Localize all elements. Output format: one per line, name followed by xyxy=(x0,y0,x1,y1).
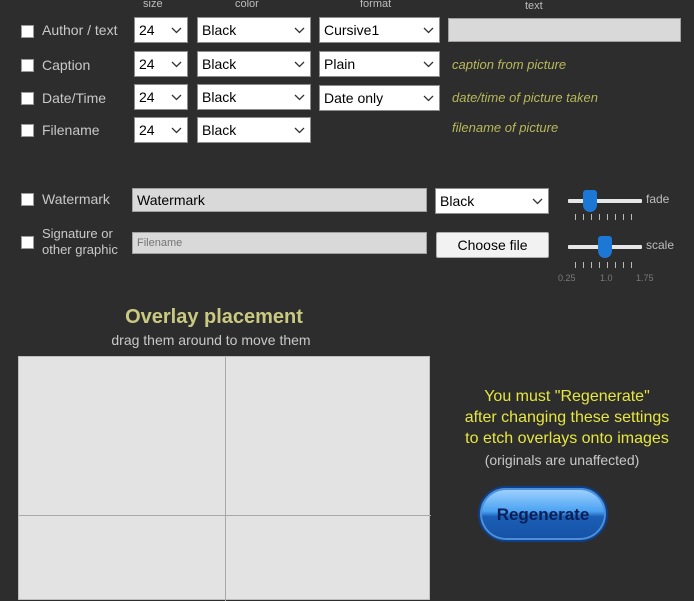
chevron-down-icon xyxy=(171,122,182,138)
caption-checkbox[interactable] xyxy=(21,59,34,72)
fade-slider[interactable] xyxy=(566,188,644,222)
color-header: color xyxy=(235,0,259,10)
caption-color-select[interactable]: Black xyxy=(197,51,311,77)
chevron-down-icon xyxy=(294,89,305,105)
scale-slider[interactable] xyxy=(566,234,644,270)
board-vertical-divider xyxy=(225,357,226,601)
chevron-down-icon xyxy=(294,122,305,138)
datetime-checkbox[interactable] xyxy=(21,92,34,105)
filename-label: Filename xyxy=(42,122,100,138)
board-horizontal-divider xyxy=(19,515,431,516)
signature-label: Signature or other graphic xyxy=(42,226,118,257)
scale-label: scale xyxy=(646,238,675,252)
author-format-select[interactable]: Cursive1 xyxy=(319,17,440,43)
datetime-label: Date/Time xyxy=(42,90,107,106)
chevron-down-icon xyxy=(294,22,305,38)
overlay-placement-subtitle: drag them around to move them xyxy=(111,332,311,348)
caption-label: Caption xyxy=(42,57,91,73)
chevron-down-icon xyxy=(423,90,434,106)
chevron-down-icon xyxy=(423,56,434,72)
choose-file-button[interactable]: Choose file xyxy=(436,232,549,258)
originals-note: (originals are unaffected) xyxy=(484,452,640,468)
watermark-checkbox[interactable] xyxy=(21,193,34,206)
datetime-size-select[interactable]: 24 xyxy=(134,84,188,110)
caption-note: caption from picture xyxy=(452,57,567,72)
scale-tick-label-min: 0.25 xyxy=(558,273,576,283)
datetime-color-select[interactable]: Black xyxy=(197,84,311,110)
fade-slider-thumb[interactable] xyxy=(583,190,597,212)
filename-color-select[interactable]: Black xyxy=(197,117,311,143)
chevron-down-icon xyxy=(171,22,182,38)
datetime-note: date/time of picture taken xyxy=(452,90,598,105)
signature-checkbox[interactable] xyxy=(21,236,34,249)
author-text-input[interactable] xyxy=(448,18,681,42)
regenerate-notice: You must "Regenerate" after changing these settings to etch overlays onto images xyxy=(464,388,670,447)
watermark-color-select[interactable]: Black xyxy=(435,188,549,214)
chevron-down-icon xyxy=(423,22,434,38)
chevron-down-icon xyxy=(532,193,543,209)
text-header: text xyxy=(525,0,543,12)
fade-slider-track xyxy=(568,199,642,203)
datetime-format-select[interactable]: Date only xyxy=(319,85,440,111)
caption-format-select[interactable]: Plain xyxy=(319,51,440,77)
filename-size-select[interactable]: 24 xyxy=(134,117,188,143)
author-color-select[interactable]: Black xyxy=(197,17,311,43)
scale-slider-thumb[interactable] xyxy=(598,236,612,258)
fade-label: fade xyxy=(646,192,670,206)
chevron-down-icon xyxy=(171,56,182,72)
signature-filename-input[interactable] xyxy=(132,232,427,254)
chevron-down-icon xyxy=(171,89,182,105)
caption-size-select[interactable]: 24 xyxy=(134,51,188,77)
regenerate-button[interactable]: Regenerate xyxy=(478,486,608,542)
format-header: format xyxy=(360,0,392,10)
author-checkbox[interactable] xyxy=(21,25,34,38)
chevron-down-icon xyxy=(294,56,305,72)
filename-note: filename of picture xyxy=(452,120,559,135)
size-header: size xyxy=(143,0,163,10)
watermark-text-input[interactable]: Watermark xyxy=(132,188,427,212)
author-size-select[interactable]: 24 xyxy=(134,17,188,43)
overlay-placement-title: Overlay placement xyxy=(125,306,303,328)
overlay-placement-board[interactable] xyxy=(18,356,430,600)
scale-tick-label-max: 1.75 xyxy=(636,273,654,283)
author-label: Author / text xyxy=(42,22,118,38)
scale-tick-label-mid: 1.0 xyxy=(600,273,613,283)
watermark-label: Watermark xyxy=(42,191,110,207)
filename-checkbox[interactable] xyxy=(21,124,34,137)
